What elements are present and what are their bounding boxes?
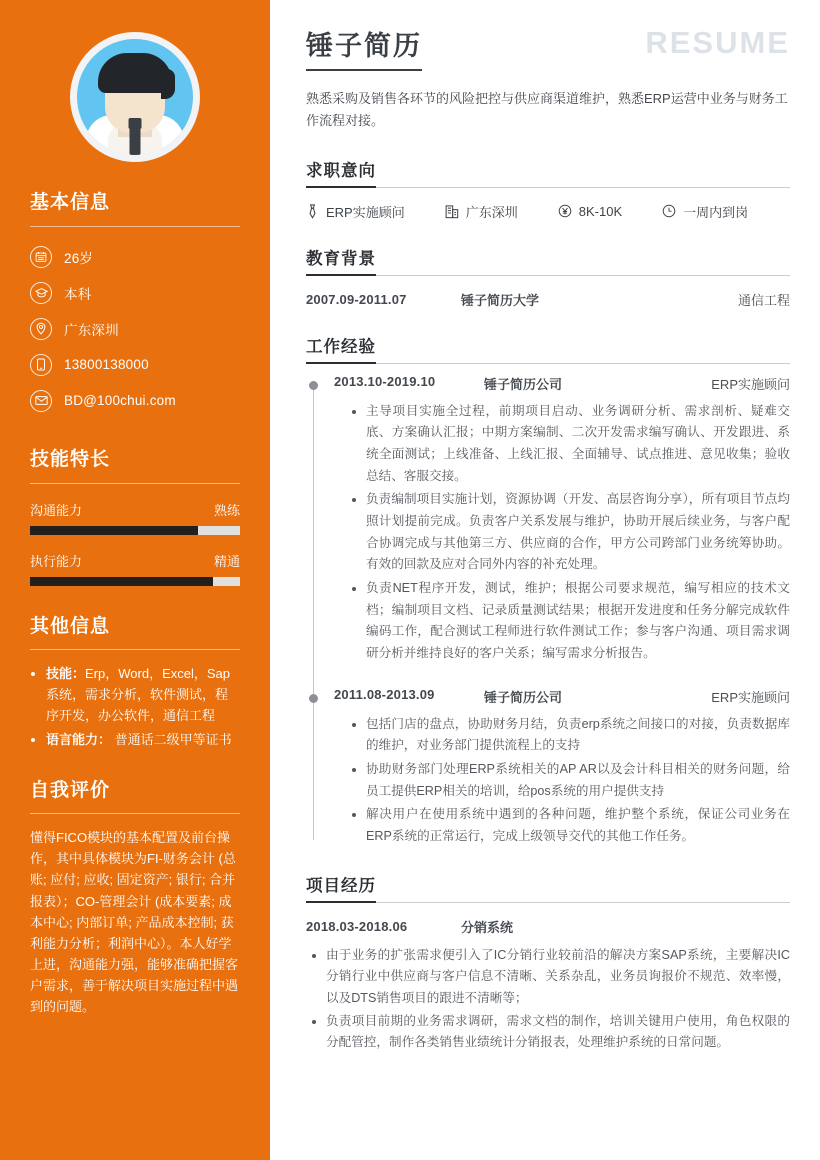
basic-info-list [30,239,240,419]
self-evaluation-title: 自我评价 [30,779,111,801]
skill-level: 熟练 [213,502,240,518]
project-date: 2018.03-2018.06 [306,918,408,934]
building-icon [445,204,459,219]
resume-watermark: RESUME [645,25,790,60]
intent-item-availability [662,202,748,221]
info-text-email: BD@100chui.com [64,393,176,409]
summary-text: 熟悉采购及销售各环节的风险把控与供应商渠道维护，熟悉ERP运营中业务与财务工作流程对接。 [306,91,788,129]
work-entry-1 [334,374,790,665]
work-duty-list [352,401,790,665]
work-entry-header [334,374,790,393]
graduation-cap-icon [30,282,52,304]
skill-label: 执行能力 [30,553,83,569]
work-company: 锤子简历公司 [484,376,563,392]
other-info-text: Erp，Word，Excel，Sap系统，需求分析，软件测试，程序开发，办公软件，通信工程 [46,666,230,724]
intent-item-salary [558,202,622,221]
list-item: • 主导项目实施全过程，前期项目启动、业务调研分析、需求剖析、疑难交底、方案确认汇报；中期方案编制、二次开发需求编写确认、开发跟进、系统全面测试；上线准备、上线汇报、全面辅导、试点推进、意见收集；验收总结、客服交接。 [366,401,790,488]
skills-title: 技能特长 [30,448,111,470]
tie-icon [306,204,319,219]
intent-text-availability: 一周内到岗 [683,204,749,220]
other-info-list [30,663,240,749]
work-experience-title: 工作经验 [306,333,376,364]
project-experience-section [306,872,790,1054]
job-intention-list [306,202,790,221]
list-item [46,663,240,726]
info-row-education [30,275,240,311]
list-item: • 负责编制项目实施计划，资源协调（开发、高层咨询分享），所有项目节点均照计划提前完成。负责客户关系发展与维护，协助开展后续业务，与客户配合协调完成与其他第三方、供应商的合作，甲方公司跨部门业务统筹协助。有效的回款及应对合同外内容的补充处理。 [366,489,790,576]
work-entry-2 [334,687,790,848]
work-date: 2011.08-2013.09 [334,686,435,702]
list-item: • 负责NET程序开发，测试，维护；根据公司要求规范，编写相应的技术文档；编制项目文档、记录质量测试结果；根据开发进度和任务分解完成软件编码工作，配合测试工程师进行软件测试工作；参与客户沟通、项目需求调研分析并维持良好的客户关系；编写需求分析报告。 [366,578,790,665]
divider [306,275,790,276]
info-text-age: 26岁 [64,250,94,266]
list-item [46,729,240,750]
avatar-illustration [77,39,193,155]
page-title: 锤子简历 [306,24,422,71]
skill-header [30,551,240,570]
project-detail-list [308,945,790,1054]
avatar [70,32,200,162]
intent-item-position [306,202,405,221]
self-evaluation-text: 懂得FICO模块的基本配置及前台操作，其中具体模块为FI-财务会计 (总账; 应付; 应收; 固定资产; 银行; 合并报表）；CO-管理会计 (成本要素; 成本中心; 内部订单; 产品成本控制; 获利能力分析；利润中心）。本人好学上进，沟通能力强，能够准确把握客户需求，善于解决项目实施过程中遇到的问题。 [30,830,239,1014]
skill-progress-fill [30,577,213,586]
skill-level: 精通 [213,553,240,569]
main-content [270,0,820,1160]
info-row-phone [30,347,240,383]
education-entry [306,290,790,309]
list-item: • 负责项目前期的业务需求调研，需求文档的制作，培训关键用户使用，角色权限的分配管控，制作各类销售业绩统计分销报表，处理维护系统的日常问题。 [326,1011,790,1054]
list-item: • 由于业务的扩张需求便引入了IC分销行业较前沿的解决方案SAP系统，主要解决IC分销行业中供应商与客户信息不清晰、关系杂乱，业务员询报价不规范、效率慢，以及DTS销售项目的跟进不清晰等； [326,945,790,1010]
skills-section [30,449,240,586]
info-text-education: 本科 [64,286,92,302]
intent-text-salary: 8K-10K [578,203,623,219]
divider [306,363,790,364]
education-school: 锤子简历大学 [461,292,540,308]
skill-progress-fill [30,526,198,535]
skill-label: 沟通能力 [30,502,83,518]
job-intention-title: 求职意向 [306,157,376,188]
info-row-email [30,383,240,419]
timeline-dot [309,694,318,703]
divider [30,226,240,227]
project-entry-header [306,917,790,936]
other-info-title: 其他信息 [30,615,111,637]
divider [306,187,790,188]
info-row-age [30,239,240,275]
work-role: ERP实施顾问 [711,689,790,705]
job-intention-section [306,157,790,221]
work-timeline [306,374,790,848]
education-major: 通信工程 [737,292,790,308]
calendar-icon [30,246,52,268]
work-role: ERP实施顾问 [711,376,790,392]
project-experience-title: 项目经历 [306,872,376,903]
skill-header [30,500,240,519]
work-company: 锤子简历公司 [484,689,563,705]
yen-coin-icon [558,204,572,218]
clock-icon [662,204,676,218]
info-text-location: 广东深圳 [64,322,119,338]
timeline-dot [309,381,318,390]
intent-item-city [445,202,518,221]
skill-progress-track [30,577,240,586]
avatar-wrapper [30,0,240,162]
other-info-text: 普通话二级甲等证书 [111,731,232,747]
info-text-phone: 13800138000 [64,357,149,373]
work-duty-list [352,714,790,848]
intent-text-position: ERP实施顾问 [326,204,405,220]
education-section [306,245,790,309]
list-item: • 协助财务部门处理ERP系统相关的AP AR以及会计科目相关的财务问题，给员工提供ERP相关的培训，给pos系统的用户提供支持 [366,759,790,802]
skill-item-execution [30,551,240,586]
avatar-hair [98,53,172,93]
work-date: 2013.10-2019.10 [334,373,436,389]
list-item: • 解决用户在使用系统中遇到的各种问题，维护整个系统，保证公司业务在ERP系统的正常运行，完成上级领导交代的其他工作任务。 [366,804,790,847]
skill-progress-track [30,526,240,535]
basic-info-section [30,192,240,419]
project-name: 分销系统 [461,919,514,935]
education-date: 2007.09-2011.07 [306,291,407,307]
divider [306,902,790,903]
list-item: • 包括门店的盘点，协助财务月结，负责erp系统之间接口的对接，负责数据库的维护，对业务部门提供流程上的支持 [366,714,790,757]
divider [30,483,240,484]
basic-info-title: 基本信息 [30,192,111,213]
other-info-section [30,616,240,750]
work-entry-header [334,687,790,706]
intent-text-city: 广东深圳 [465,204,518,220]
header-row [306,24,790,71]
envelope-icon [30,390,52,412]
sidebar [0,0,270,1160]
divider [30,813,240,814]
skill-item-communication [30,500,240,535]
divider [30,649,240,650]
info-row-location [30,311,240,347]
timeline-line [313,382,314,840]
avatar-tie [130,125,141,155]
work-experience-section [306,333,790,848]
other-info-label: 语言能力： [46,731,112,747]
mobile-phone-icon [30,354,52,376]
other-info-label: 技能： [46,666,86,682]
location-pin-icon [30,318,52,340]
education-title: 教育背景 [306,245,376,276]
self-evaluation-section [30,780,240,1017]
